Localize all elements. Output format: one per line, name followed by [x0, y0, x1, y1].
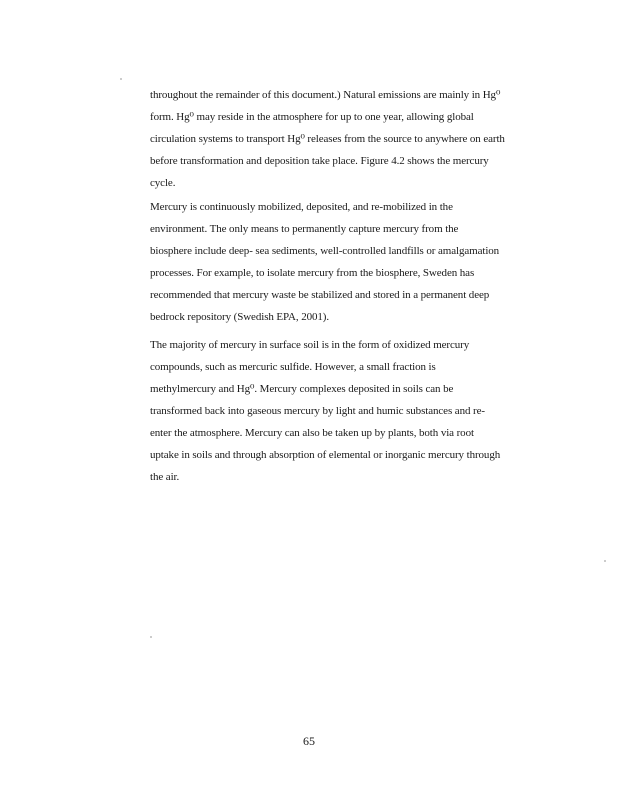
text-line: processes. For example, to isolate mercury from the biosphere, Sweden has: [150, 267, 475, 279]
text-line: biosphere include deep- sea sediments, well-controlled landfills or amalgamation: [150, 245, 500, 257]
text-line: enter the atmosphere. Mercury can also be taken up by plants, both via root: [150, 427, 474, 439]
paragraph-1: [150, 84, 538, 194]
scan-speck: [120, 78, 122, 80]
text-line: transformed back into gaseous mercury by light and humic substances and re-: [150, 405, 485, 417]
page-number: 65: [303, 734, 315, 748]
text-line: form. Hg⁰ may reside in the atmosphere for up to one year, allowing global: [150, 111, 474, 123]
text-line: environment. The only means to permanently capture mercury from the: [150, 223, 459, 235]
text-line: the air.: [150, 471, 180, 483]
text-line: bedrock repository (Swedish EPA, 2001).: [150, 311, 330, 323]
scan-speck: [604, 560, 606, 562]
text-line: throughout the remainder of this document.) Natural emissions are mainly in Hg⁰: [150, 89, 501, 101]
paragraph-3: [150, 334, 538, 488]
text-line: cycle.: [150, 177, 176, 189]
text-line: compounds, such as mercuric sulfide. However, a small fraction is: [150, 361, 436, 373]
text-line: The majority of mercury in surface soil is in the form of oxidized mercury: [150, 339, 470, 351]
text-line: circulation systems to transport Hg⁰ releases from the source to anywhere on earth: [150, 133, 505, 145]
paragraph-2: [150, 196, 538, 328]
text-line: recommended that mercury waste be stabilized and stored in a permanent deep: [150, 289, 490, 301]
text-line: before transformation and deposition take place. Figure 4.2 shows the mercury: [150, 155, 489, 167]
text-line: methylmercury and Hg⁰. Mercury complexes deposited in soils can be: [150, 383, 454, 395]
scan-speck: [150, 636, 152, 638]
text-line: uptake in soils and through absorption of elemental or inorganic mercury through: [150, 449, 501, 461]
text-line: Mercury is continuously mobilized, deposited, and re-mobilized in the: [150, 201, 453, 213]
